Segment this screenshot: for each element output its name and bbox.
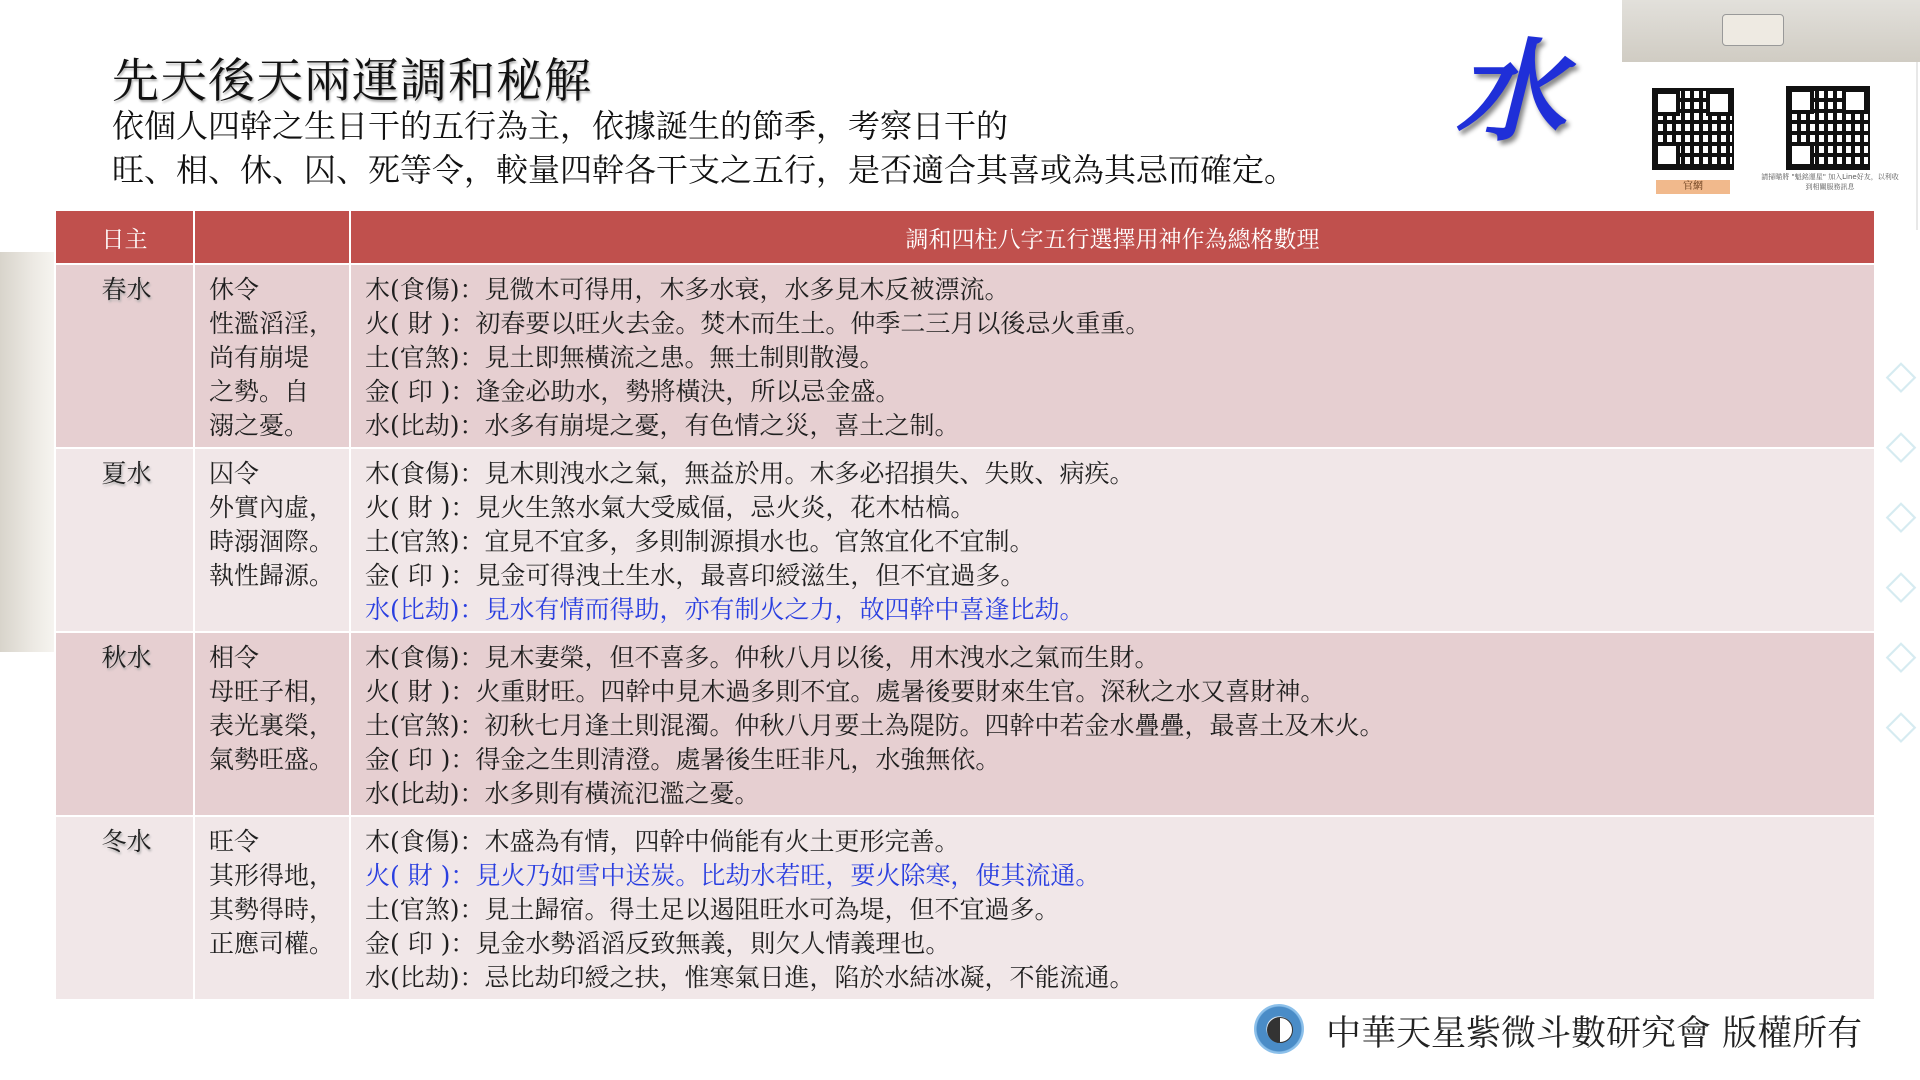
- qr-finder-icon: [1654, 90, 1680, 116]
- element-detail-line: 土(官煞)：宜見不宜多，多則制源損水也。官煞宜化不宜制。: [365, 527, 1035, 556]
- seasonal-state-line: 時溺涸際。: [209, 527, 335, 556]
- element-detail-line: 木(食傷)：見木妻榮，但不喜多。仲秋八月以後，用木洩水之氣而生財。: [365, 643, 1160, 672]
- qr-code-note: 請掃瞄將 "魁銘運星" 加入Line好友，以利收到相關服務訊息: [1761, 173, 1899, 191]
- element-detail-line: 火( 財 )：火重財旺。四幹中見木過多則不宜。處暑後要財來生官。深秋之水又喜財神。: [365, 677, 1326, 706]
- page-title: 先天後天兩運調和秘解: [112, 54, 592, 109]
- element-detail-line: 土(官煞)：見土即無橫流之患。無土制則散漫。: [365, 343, 885, 372]
- seasonal-state-line: 尚有崩堤: [209, 343, 310, 372]
- element-detail-line: 水(比劫)：水多有崩堤之憂，有色情之災，喜土之制。: [365, 411, 960, 440]
- seasonal-state-cell: [194, 264, 350, 448]
- table-row: [56, 448, 1875, 632]
- water-element-character: 水: [1455, 27, 1565, 156]
- description-line-1: 依個人四幹之生日干的五行為主，依據誕生的節季，考察日干的: [112, 107, 1009, 145]
- seasonal-state-line: 旺令: [209, 827, 260, 856]
- element-detail-line: 木(食傷)：木盛為有情，四幹中倘能有火土更形完善。: [365, 827, 960, 856]
- element-detail-line: 水(比劫)：見水有情而得助，亦有制火之力，故四幹中喜逢比劫。: [365, 595, 1085, 624]
- season-cell: 春水: [56, 264, 194, 448]
- seasonal-state-line: 之勢。自: [209, 377, 310, 406]
- decorative-watermark-right: ◇ ◇ ◇ ◇ ◇ ◇: [1885, 352, 1917, 748]
- seasonal-state-line: 氣勢旺盛。: [209, 745, 335, 774]
- seasonal-state-line: 母旺子相，: [209, 677, 335, 706]
- element-detail-line: 火( 財 )：初春要以旺火去金。焚木而生土。仲季二三月以後忌火重重。: [365, 309, 1151, 338]
- header-main: 調和四柱八字五行選擇用神作為總格數理: [350, 211, 1875, 264]
- element-detail-cell: [350, 264, 1875, 448]
- element-detail-cell: [350, 816, 1875, 999]
- qr-finder-icon: [1706, 90, 1732, 116]
- decorative-divider: [1916, 60, 1918, 230]
- table-row: [56, 264, 1875, 448]
- table-row: [56, 816, 1875, 999]
- header-blank: [194, 211, 350, 264]
- five-elements-table: [56, 211, 1876, 999]
- brand-banner-image: [1622, 0, 1920, 62]
- element-detail-line: 金( 印 )：見金水勢滔滔反致無義，則欠人情義理也。: [365, 929, 951, 958]
- seasonal-state-line: 相令: [209, 643, 260, 672]
- element-detail-line: 土(官煞)：初秋七月逢土則混濁。仲秋八月要土為隄防。四幹中若金水疊疊，最喜土及木火。: [365, 711, 1385, 740]
- table-header-row: [56, 211, 1875, 264]
- seasonal-state-line: 性濫滔淫，: [209, 309, 335, 338]
- qr-finder-icon: [1654, 142, 1680, 168]
- seasonal-state-line: 表光裏榮，: [209, 711, 335, 740]
- element-detail-line: 火( 財 )：見火乃如雪中送炭。比劫水若旺，要火除寒，使其流通。: [365, 861, 1101, 890]
- decorative-background-left: [0, 252, 54, 652]
- page-description: [112, 104, 1492, 192]
- element-detail-line: 水(比劫)：忌比劫印綬之扶，惟寒氣日進，陷於水結冰凝，不能流通。: [365, 963, 1135, 992]
- seasonal-state-cell: [194, 816, 350, 999]
- season-cell: 夏水: [56, 448, 194, 632]
- element-detail-line: 土(官煞)：見土歸宿。得土足以遏阻旺水可為堤，但不宜過多。: [365, 895, 1060, 924]
- seasonal-state-cell: [194, 632, 350, 816]
- element-detail-line: 金( 印 )：逢金必助水，勢將橫決，所以忌金盛。: [365, 377, 901, 406]
- header-day-master: 日主: [56, 211, 194, 264]
- qr-code-label: 官網: [1656, 180, 1730, 194]
- seasonal-state-cell: [194, 448, 350, 632]
- seasonal-state-line: 休令: [209, 275, 260, 304]
- brand-seal-logo: [1722, 14, 1784, 46]
- element-detail-line: 金( 印 )：見金可得洩土生水，最喜印綬滋生，但不宜過多。: [365, 561, 1026, 590]
- season-cell: 秋水: [56, 632, 194, 816]
- seasonal-state-line: 執性歸源。: [209, 561, 335, 590]
- line-friend-qr-code[interactable]: [1788, 88, 1868, 168]
- season-cell: 冬水: [56, 816, 194, 999]
- seasonal-state-line: 其形得地，: [209, 861, 335, 890]
- qr-finder-icon: [1842, 88, 1868, 114]
- description-line-2: 旺、相、休、囚、死等令，較量四幹各干支之五行，是否適合其喜或為其忌而確定。: [112, 151, 1297, 189]
- seasonal-state-line: 溺之憂。: [209, 411, 310, 440]
- element-detail-line: 水(比劫)：水多則有橫流氾濫之憂。: [365, 779, 760, 808]
- element-detail-cell: [350, 448, 1875, 632]
- qr-finder-icon: [1788, 142, 1814, 168]
- element-detail-line: 木(食傷)：見微木可得用，木多水衰，水多見木反被漂流。: [365, 275, 1010, 304]
- seasonal-state-line: 外實內虛，: [209, 493, 335, 522]
- official-site-qr-code[interactable]: [1654, 90, 1732, 168]
- element-detail-line: 金( 印 )：得金之生則清澄。處暑後生旺非凡，水強無依。: [365, 745, 1001, 774]
- element-detail-line: 火( 財 )：見火生煞水氣大受威偪，忌火炎，花木枯槁。: [365, 493, 976, 522]
- qr-finder-icon: [1788, 88, 1814, 114]
- seasonal-state-line: 其勢得時，: [209, 895, 335, 924]
- taiji-logo-icon: [1254, 1004, 1304, 1054]
- seasonal-state-line: 正應司權。: [209, 929, 335, 958]
- seasonal-state-line: 囚令: [209, 459, 260, 488]
- table-row: [56, 632, 1875, 816]
- element-detail-line: 木(食傷)：見木則洩水之氣，無益於用。木多必招損失、失敗、病疾。: [365, 459, 1135, 488]
- element-detail-cell: [350, 632, 1875, 816]
- copyright-footer: 中華天星紫微斗數研究會 版權所有: [1326, 1014, 1863, 1054]
